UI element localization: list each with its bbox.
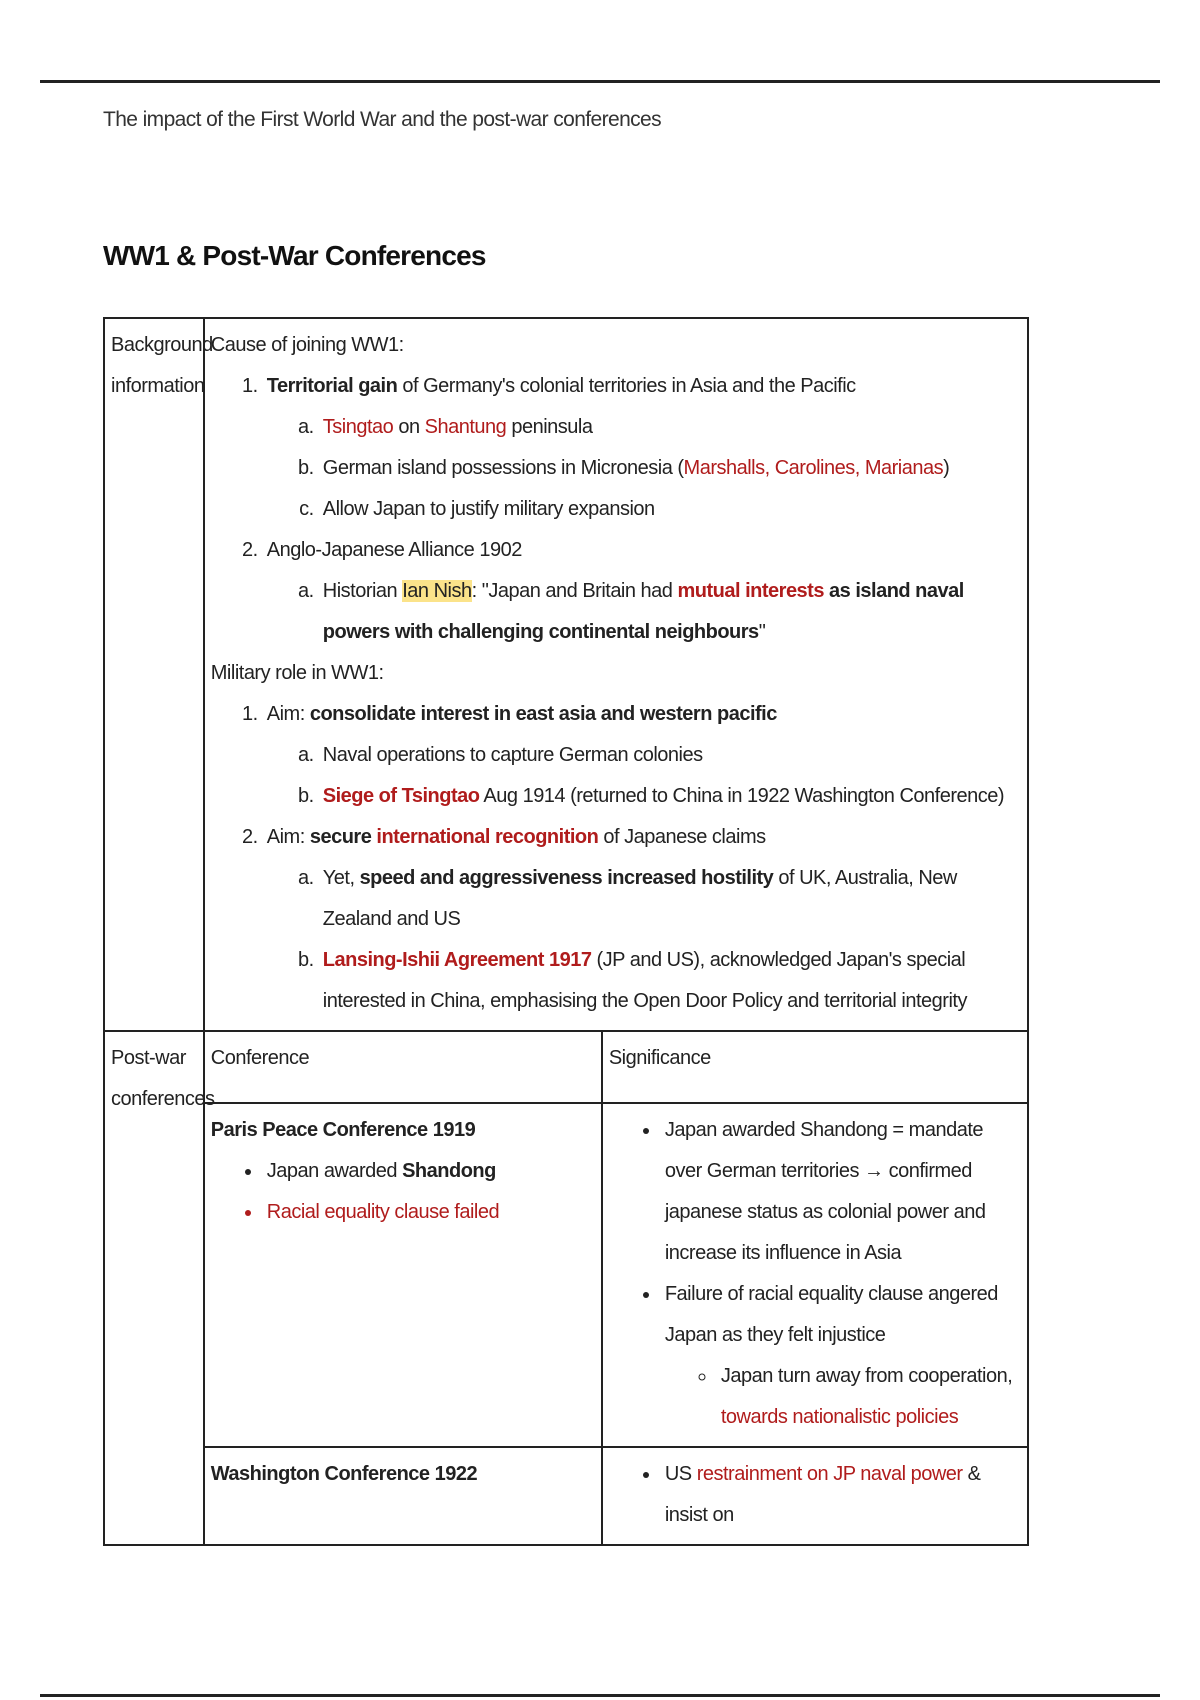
postwar-label-cell	[104, 1031, 215, 1545]
nationalistic-policies-text: towards nationalistic policies	[720, 1406, 959, 1428]
background-row	[104, 318, 1028, 1031]
washington-title: Washington Conference 1922	[210, 1463, 478, 1485]
washington-significance-list	[609, 1454, 1021, 1536]
paris-points	[211, 1151, 595, 1233]
document-subtitle: The impact of the First World War and the post-war conferences	[103, 108, 662, 131]
washington-row	[104, 1447, 1028, 1545]
mil-2-item-b	[319, 940, 1021, 1022]
washington-significance-cell	[602, 1447, 1028, 1545]
paris-b1-pre: Japan awarded	[266, 1160, 403, 1182]
naval-restrainment-text: restrainment on JP naval power	[696, 1463, 963, 1485]
shandong-text: Shandong	[402, 1160, 496, 1182]
background-content-cell	[204, 318, 1028, 1031]
cause-1-item-b	[319, 448, 1021, 489]
bottom-rule	[40, 1694, 1160, 1697]
background-label-line-2: information	[111, 375, 205, 397]
cause-list	[211, 366, 1021, 653]
background-label-cell	[104, 318, 213, 1031]
cause-1a-mid: on	[393, 416, 425, 438]
conference-column-header: Conference	[204, 1031, 602, 1103]
significance-column-header: Significance	[602, 1031, 1028, 1103]
military-item-1	[263, 694, 1021, 817]
washington-significance-1	[661, 1454, 1021, 1536]
mil-1-item-b	[319, 776, 1021, 817]
mil-1b-rest: Aug 1914 (returned to China in 1922 Washington Conference)	[479, 785, 1005, 807]
cause-2-sublist	[267, 571, 1021, 653]
mil-2-bold: secure	[309, 826, 377, 848]
mil-1-sublist	[267, 735, 1021, 817]
cause-2a-quote: : "Japan and Britain had	[471, 580, 678, 602]
mil-1-pre: Aim:	[266, 703, 310, 725]
cause-1a-rest: peninsula	[506, 416, 593, 438]
cause-item-2	[263, 530, 1021, 653]
mutual-interests-text: mutual interests	[677, 580, 824, 602]
cause-2a-end: "	[758, 621, 766, 643]
cause-1b-pre: German island possessions in Micronesia (	[322, 457, 684, 479]
mil-1-bold: consolidate interest in east asia and western pacific	[309, 703, 777, 725]
postwar-header-row	[104, 1031, 1028, 1103]
paris-significance-list	[609, 1110, 1021, 1438]
ian-nish-highlight: Ian Nish	[402, 580, 472, 602]
mil-2b-rest: (JP and US), acknowledged Japan's special interested in China, emphasising the Open Door Policy and territorial integrity	[322, 949, 967, 1012]
cause-2a-bold: as island naval powers with challenging continental neighbours	[322, 580, 964, 643]
washington-s1-rest: & insist on	[664, 1463, 981, 1526]
paris-s2a-pre: Japan turn away from cooperation,	[720, 1365, 1013, 1387]
international-recognition-text: international recognition	[376, 826, 599, 848]
paris-title: Paris Peace Conference 1919	[210, 1119, 476, 1141]
tsingtao-text: Tsingtao	[322, 416, 394, 438]
shantung-text: Shantung	[424, 416, 507, 438]
paris-conference-cell	[204, 1103, 602, 1447]
postwar-label-line-2: conferences	[111, 1088, 215, 1110]
paris-significance-1: • Japan awarded Shandong = mandate over German territories → confirmed japanese status as colonial power and increase its influence in Asia	[661, 1110, 1021, 1274]
postwar-label-line-1: Post-war	[111, 1047, 186, 1069]
cause-title: Cause of joining WW1:	[210, 334, 404, 356]
paris-significance-sublist	[665, 1356, 1021, 1438]
top-rule	[40, 80, 1160, 83]
washington-conference-cell	[204, 1447, 602, 1545]
paris-point-shandong	[263, 1151, 595, 1192]
paris-significance-2a	[717, 1356, 1021, 1438]
notes-table	[103, 317, 1029, 1546]
mil-2a-rest: of UK, Australia, New Zealand and US	[322, 867, 957, 930]
cause-2-text: Anglo-Japanese Alliance 1902	[266, 539, 522, 561]
mil-1-item-a: a. Naval operations to capture German colonies	[319, 735, 1021, 776]
military-list	[211, 694, 1021, 1022]
mil-2-sublist	[267, 858, 1021, 1022]
cause-1-rest: of Germany's colonial territories in Asia and the Pacific	[397, 375, 856, 397]
mil-2-rest: of Japanese claims	[598, 826, 766, 848]
micronesia-islands-text: Marshalls, Carolines, Marianas	[683, 457, 944, 479]
cause-1-sublist	[267, 407, 1021, 530]
cause-1b-post: )	[943, 457, 950, 479]
cause-2-item-a	[319, 571, 1021, 653]
washington-s1-pre: US	[664, 1463, 697, 1485]
paris-s2-text: Failure of racial equality clause angered Japan as they felt injustice	[664, 1283, 998, 1346]
siege-of-tsingtao-text: Siege of Tsingtao	[322, 785, 480, 807]
document-heading: WW1 & Post-War Conferences	[103, 240, 486, 271]
cause-1-item-a	[319, 407, 1021, 448]
mil-2a-bold: speed and aggressiveness increased hostility	[359, 867, 774, 889]
mil-2-item-a	[319, 858, 1021, 940]
military-title: Military role in WW1:	[210, 662, 384, 684]
paris-row	[104, 1103, 1028, 1447]
cause-item-1	[263, 366, 1021, 530]
cause-2a-pre: Historian	[322, 580, 403, 602]
cause-1-item-c: c. Allow Japan to justify military expansion	[319, 489, 1021, 530]
paris-significance-2	[661, 1274, 1021, 1438]
military-item-2	[263, 817, 1021, 1022]
mil-2a-pre: Yet,	[322, 867, 360, 889]
lansing-ishii-text: Lansing-Ishii Agreement 1917	[322, 949, 592, 971]
paris-point-racial-equality: • Racial equality clause failed	[263, 1192, 595, 1233]
paris-significance-cell	[602, 1103, 1028, 1447]
mil-2-pre: Aim:	[266, 826, 310, 848]
territorial-gain-text: Territorial gain	[266, 375, 398, 397]
background-label-line-1: Background	[111, 334, 213, 356]
